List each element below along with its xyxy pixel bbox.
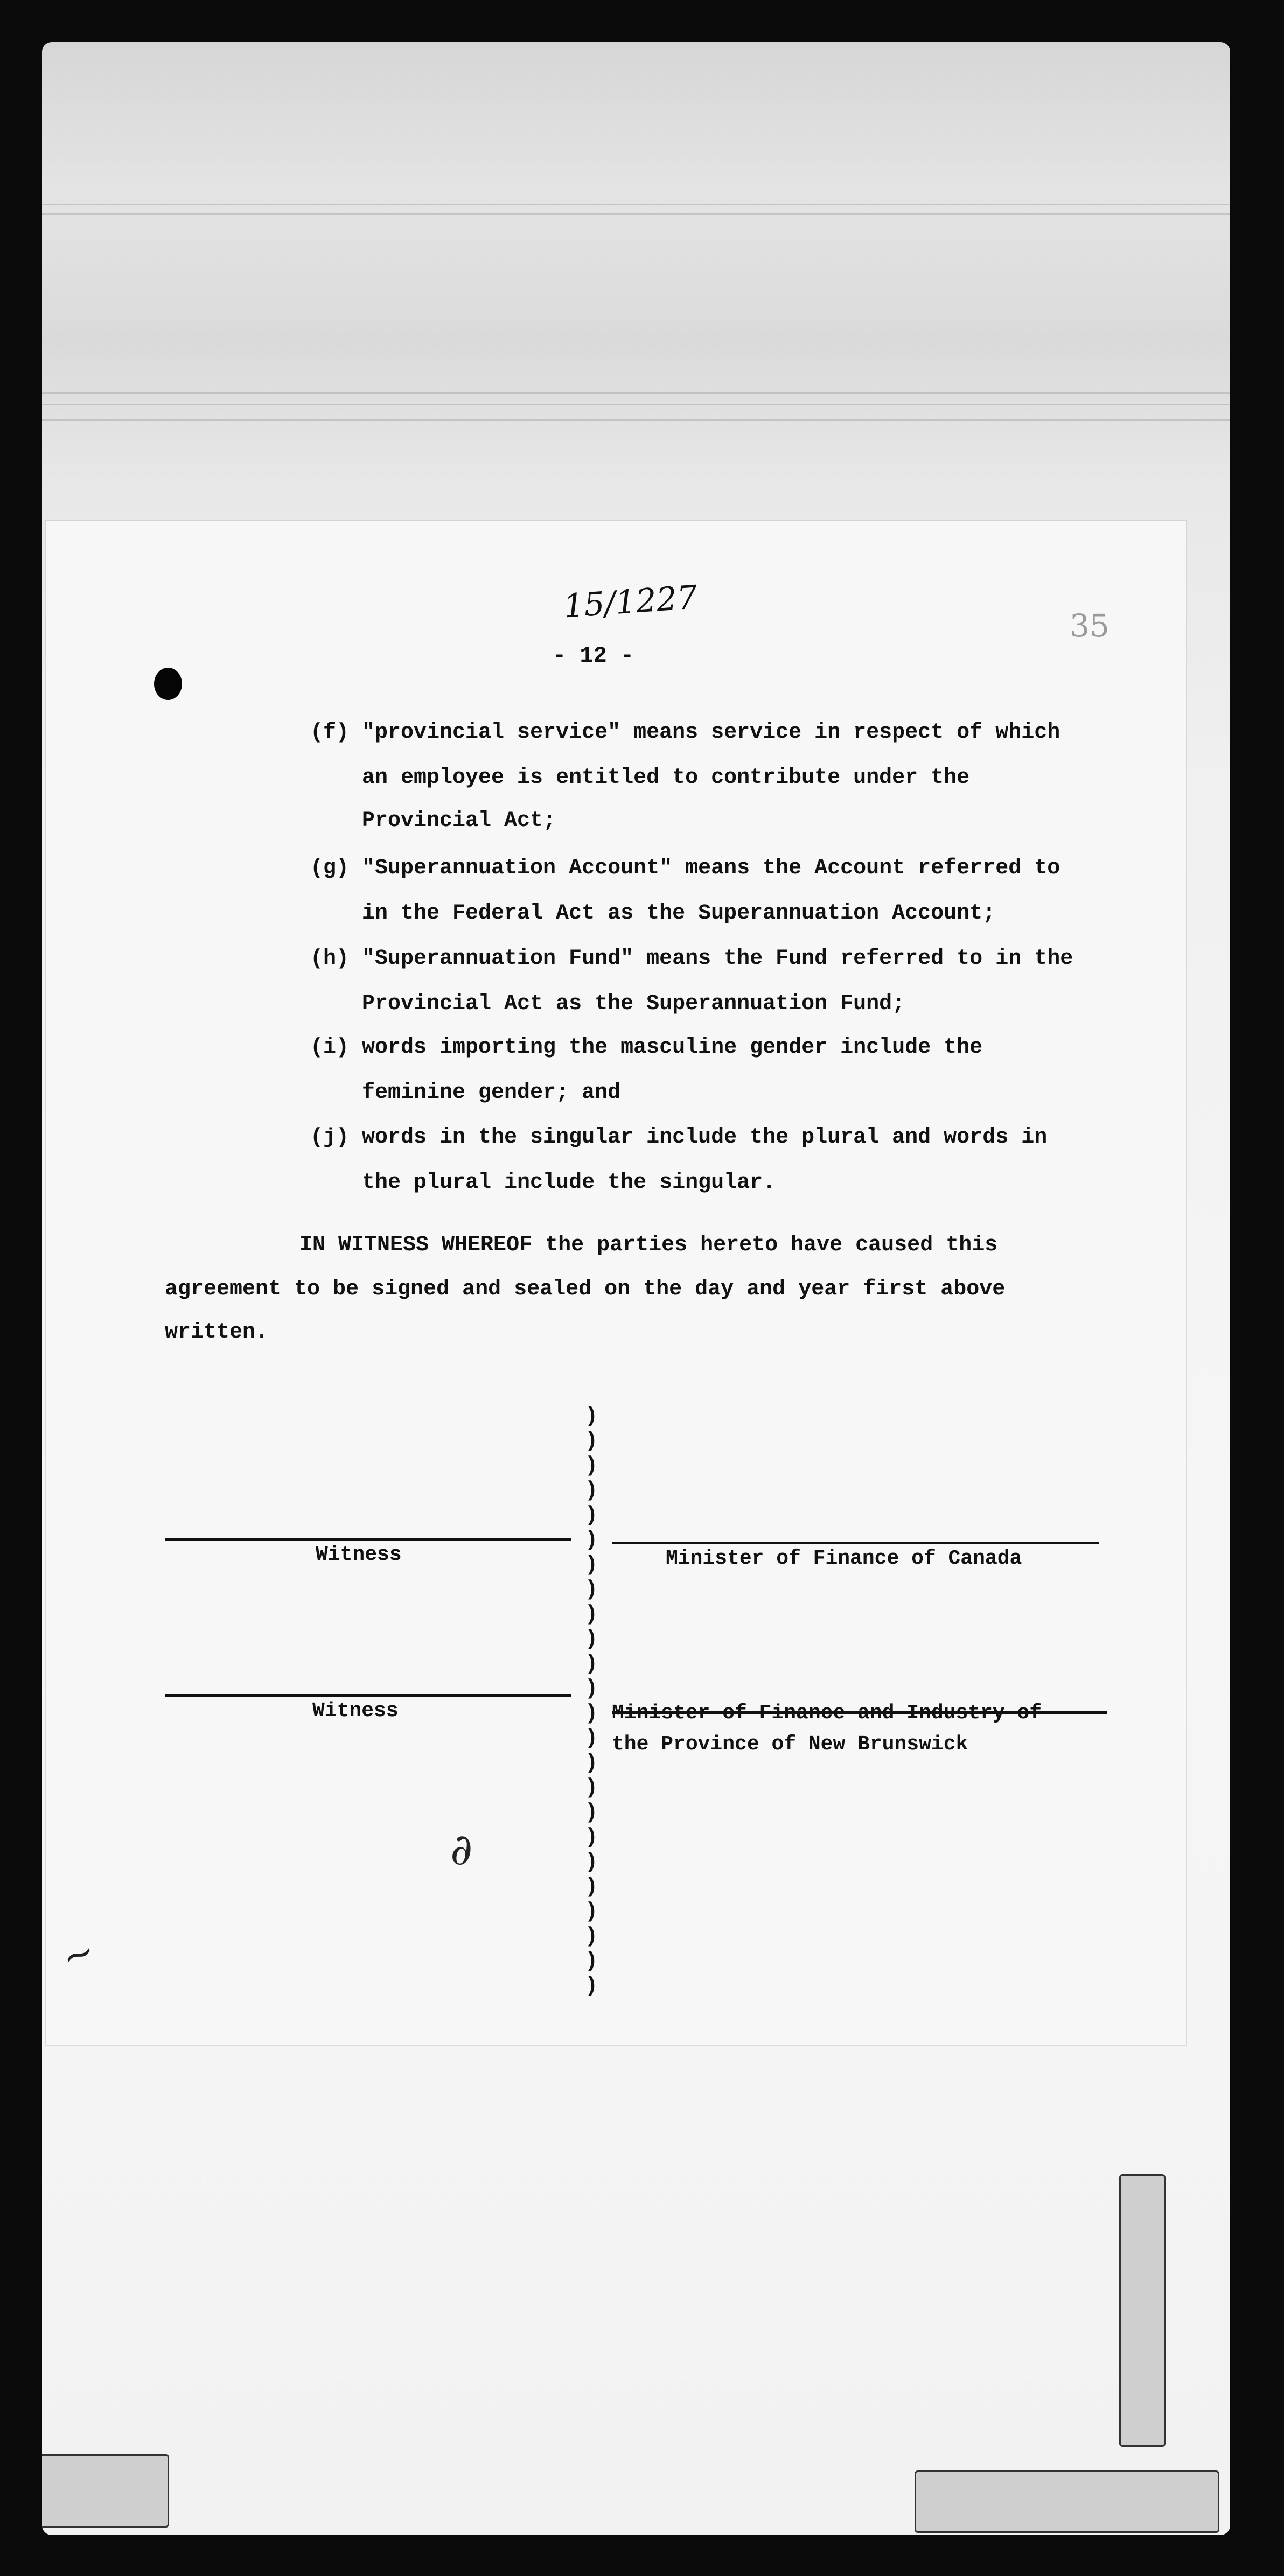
signatory-label-1: Minister of Finance of Canada [666, 1547, 1022, 1570]
clause-line: the plural include the singular. [362, 1171, 776, 1195]
edge-tab [915, 2470, 1219, 2533]
clause-letter: (g) [310, 856, 350, 880]
clause-line: "Superannuation Fund" means the Fund referred to in the [362, 947, 1073, 971]
clause-line: feminine gender; and [362, 1081, 621, 1105]
witness-label-2: Witness [312, 1699, 399, 1723]
clause-line: words importing the masculine gender include the [362, 1035, 983, 1060]
clause-line: "Superannuation Account" means the Account referred to [362, 856, 1060, 880]
signatory-signature-line-1 [612, 1542, 1099, 1544]
page-number: - 12 - [553, 643, 634, 669]
paragraph-line: IN WITNESS WHEREOF the parties hereto have caused this [299, 1233, 998, 1257]
paragraph-line: agreement to be signed and sealed on the day and year first above [165, 1277, 1006, 1301]
clause-letter: (j) [310, 1125, 350, 1150]
clause-letter: (i) [310, 1035, 350, 1060]
clause-line: an employee is entitled to contribute under the [362, 766, 970, 790]
edge-tab [42, 2454, 169, 2528]
stray-ink-mark: ~ [55, 1928, 101, 1980]
clause-letter: (f) [310, 720, 350, 745]
clause-line: Provincial Act; [362, 809, 556, 833]
punch-hole [154, 668, 182, 700]
witness-signature-line-1 [165, 1538, 571, 1541]
clause-line: in the Federal Act as the Superannuation Account; [362, 901, 996, 926]
bracket-column: ) ) ) ) ) ) ) ) ) ) ) ) ) ) ) ) ) ) ) ) ) ) ) ) [585, 1404, 598, 1998]
stray-ink-mark: ∂ [450, 1824, 473, 1874]
scanned-sheet [42, 42, 1230, 2535]
edge-tab [1119, 2174, 1166, 2447]
handwritten-reference: 15/1227 [562, 578, 699, 626]
paragraph-line: written. [165, 1320, 269, 1345]
clause-line: "provincial service" means service in respect of which [362, 720, 1060, 745]
clause-letter: (h) [310, 947, 350, 971]
clause-line: words in the singular include the plural and words in [362, 1125, 1048, 1150]
page-stamp-number: 35 [1070, 607, 1109, 644]
witness-label-1: Witness [316, 1543, 402, 1566]
document-page [46, 521, 1186, 2045]
clause-line: Provincial Act as the Superannuation Fund; [362, 992, 905, 1016]
signatory-label-2-line-2: the Province of New Brunswick [612, 1733, 968, 1756]
signatory-label-2-line-1: Minister of Finance and Industry of [612, 1702, 1042, 1725]
witness-signature-line-2 [165, 1694, 571, 1697]
